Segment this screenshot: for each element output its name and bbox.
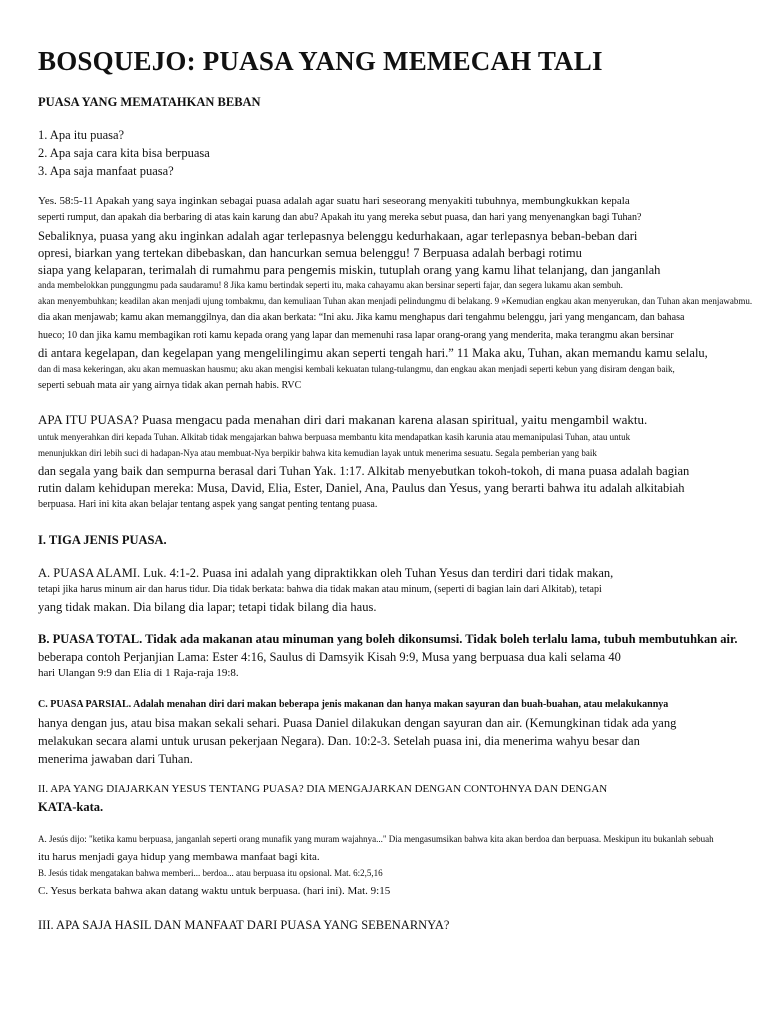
section-line: melakukan secara alami untuk urusan pekerjaan Negara). Dan. 10:2-3. Setelah puasa ini, dia menerima wahyu besar dan <box>38 734 640 748</box>
section-line: menerima jawaban dari Tuhan. <box>38 752 193 766</box>
intro-line: berpuasa. Hari ini kita akan belajar tentang aspek yang sangat penting tentang puasa. <box>38 499 378 510</box>
section-line: hanya dengan jus, atau bisa makan sekali sehari. Puasa Daniel dilakukan dengan sayuran dan air. (Kemungkinan tidak ada yang <box>38 716 677 730</box>
scripture-line: Sebaliknya, puasa yang aku inginkan adalah agar terlepasnya belenggu kedurhakaan, agar terlepasnya beban-beban dari <box>38 229 638 243</box>
document-title: BOSQUEJO: PUASA YANG MEMECAH TALI <box>38 46 603 76</box>
scripture-line: dan di masa kekeringan, aku akan memuaskan hausmu; aku akan mengisi kembali kekuatan tulang-tulangmu, dan engkau akan menjadi seperti kebun yang disiram dengan baik, <box>38 364 675 374</box>
question-item: 2. Apa saja cara kita bisa berpuasa <box>38 146 210 160</box>
section-line: A. Jesús dijo: "ketika kamu berpuasa, janganlah seperti orang munafik yang muram wajahnya..." Dia mengasumsikan bahwa kita akan berdoa dan berpuasa. Meskipun itu bukanlah sebuah <box>38 834 714 844</box>
intro-line: APA ITU PUASA? Puasa mengacu pada menahan diri dari makanan karena alasan spiritual, yaitu mengambil waktu. <box>38 412 648 427</box>
section-subheading: C. PUASA PARSIAL. Adalah menahan diri dari makan beberapa jenis makanan dan hanya makan sayuran dan buah-buahan, atau melakukannya <box>38 699 669 710</box>
scripture-line: dia akan menjawab; kamu akan memanggilnya, dan dia akan berkata: “Ini aku. Jika kamu menghapus dari tengahmu belenggu, jari yang mengancam, dan bahasa <box>38 312 685 323</box>
scripture-line: anda membelokkan punggungmu pada saudaramu! 8 Jika kamu bertindak seperti itu, maka cahayamu akan bersinar seperti fajar, dan segera lukamu akan sembuh. <box>38 280 623 290</box>
section-line: yang tidak makan. Dia bilang dia lapar; tetapi tidak bilang dia haus. <box>38 600 377 614</box>
section-line: beberapa contoh Perjanjian Lama: Ester 4:16, Saulus di Damsyik Kisah 9:9, Musa yang berpuasa dua kali selama 40 <box>38 650 621 664</box>
section-line: C. Yesus berkata bahwa akan datang waktu untuk berpuasa. (hari ini). Mat. 9:15 <box>38 885 391 897</box>
section-line: tetapi jika harus minum air dan harus tidur. Dia tidak berkata: bahwa dia tidak makan atau minum, (seperti di bagian lain dari Alkitab), tetapi <box>38 584 602 595</box>
question-item: 3. Apa saja manfaat puasa? <box>38 164 174 178</box>
section-line: itu harus menjadi gaya hidup yang membawa manfaat bagi kita. <box>38 851 320 863</box>
section-subheading: B. PUASA TOTAL. Tidak ada makanan atau minuman yang boleh dikonsumsi. Tidak boleh terlalu lama, tubuh membutuhkan air. <box>38 632 738 646</box>
question-item: 1. Apa itu puasa? <box>38 128 125 142</box>
scripture-line: hueco; 10 dan jika kamu membagikan roti kamu kepada orang yang lapar dan memenuhi rasa lapar orang-orang yang menderita, maka terangmu akan bersinar <box>38 330 674 341</box>
scripture-line: seperti sebuah mata air yang airnya tidak akan pernah habis. RVC <box>38 380 302 391</box>
scripture-line: seperti rumput, dan apakah dia berbaring di atas kain karung dan abu? Apakah itu yang mereka sebut puasa, dan hari yang menyenangkan bagi Tuhan? <box>38 212 642 223</box>
intro-line: untuk menyerahkan diri kepada Tuhan. Alkitab tidak mengajarkan bahwa berpuasa membantu kita mendapatkan kasih karunia atau memanipulasi Tuhan, atau untuk <box>38 432 631 442</box>
section-line: B. Jesús tidak mengatakan bahwa memberi... berdoa... atau berpuasa itu opsional. Mat. 6:2,5,16 <box>38 868 383 878</box>
intro-line: rutin dalam kehidupan mereka: Musa, David, Elia, Ester, Daniel, Ana, Paulus dan Yesus, yang berarti bahwa itu adalah alkitabiah <box>38 481 685 495</box>
scripture-line: Yes. 58:5-11 Apakah yang saya inginkan sebagai puasa adalah agar suatu hari seseorang menyakiti tubuhnya, membungkukkan kepala <box>38 195 630 207</box>
scripture-line: opresi, biarkan yang tertekan dibebaskan, dan hancurkan semua belenggu! 7 Berpuasa adalah berbagi rotimu <box>38 246 582 260</box>
scripture-line: siapa yang kelaparan, terimalah di rumahmu para pengemis miskin, tutuplah orang yang kamu lihat telanjang, dan janganlah <box>38 263 661 277</box>
section-heading: KATA-kata. <box>38 800 104 814</box>
section-heading: II. APA YANG DIAJARKAN YESUS TENTANG PUASA? DIA MENGAJARKAN DENGAN CONTOHNYA DAN DENGAN <box>38 783 608 795</box>
intro-line: dan segala yang baik dan sempurna berasal dari Tuhan Yak. 1:17. Alkitab menyebutkan tokoh-tokoh, di mana puasa adalah bagian <box>38 464 690 478</box>
section-heading: I. TIGA JENIS PUASA. <box>38 533 167 547</box>
section-line: hari Ulangan 9:9 dan Elia di 1 Raja-raja 19:8. <box>38 667 239 679</box>
section-heading: III. APA SAJA HASIL DAN MANFAAT DARI PUASA YANG SEBENARNYA? <box>38 918 450 932</box>
section-line: A. PUASA ALAMI. Luk. 4:1-2. Puasa ini adalah yang dipraktikkan oleh Tuhan Yesus dan terdiri dari tidak makan, <box>38 566 614 580</box>
intro-line: menunjukkan diri lebih suci di hadapan-Nya atau membuat-Nya berpikir bahwa kita kemudian layak untuk menerima sesuatu. Segala pemberian yang baik <box>38 448 597 458</box>
scripture-line: di antara kegelapan, dan kegelapan yang mengelilingimu akan seperti tengah hari.” 11 Maka aku, Tuhan, akan memandu kamu selalu, <box>38 346 708 360</box>
document-subtitle: PUASA YANG MEMATAHKAN BEBAN <box>38 95 261 109</box>
scripture-line: akan menyembuhkan; keadilan akan menjadi ujung tombakmu, dan kemuliaan Tuhan akan menjadi pelindungmu di belakang. 9 »Kemudian engkau akan menyerukan, dan Tuhan akan menjawabmu. <box>38 296 753 306</box>
